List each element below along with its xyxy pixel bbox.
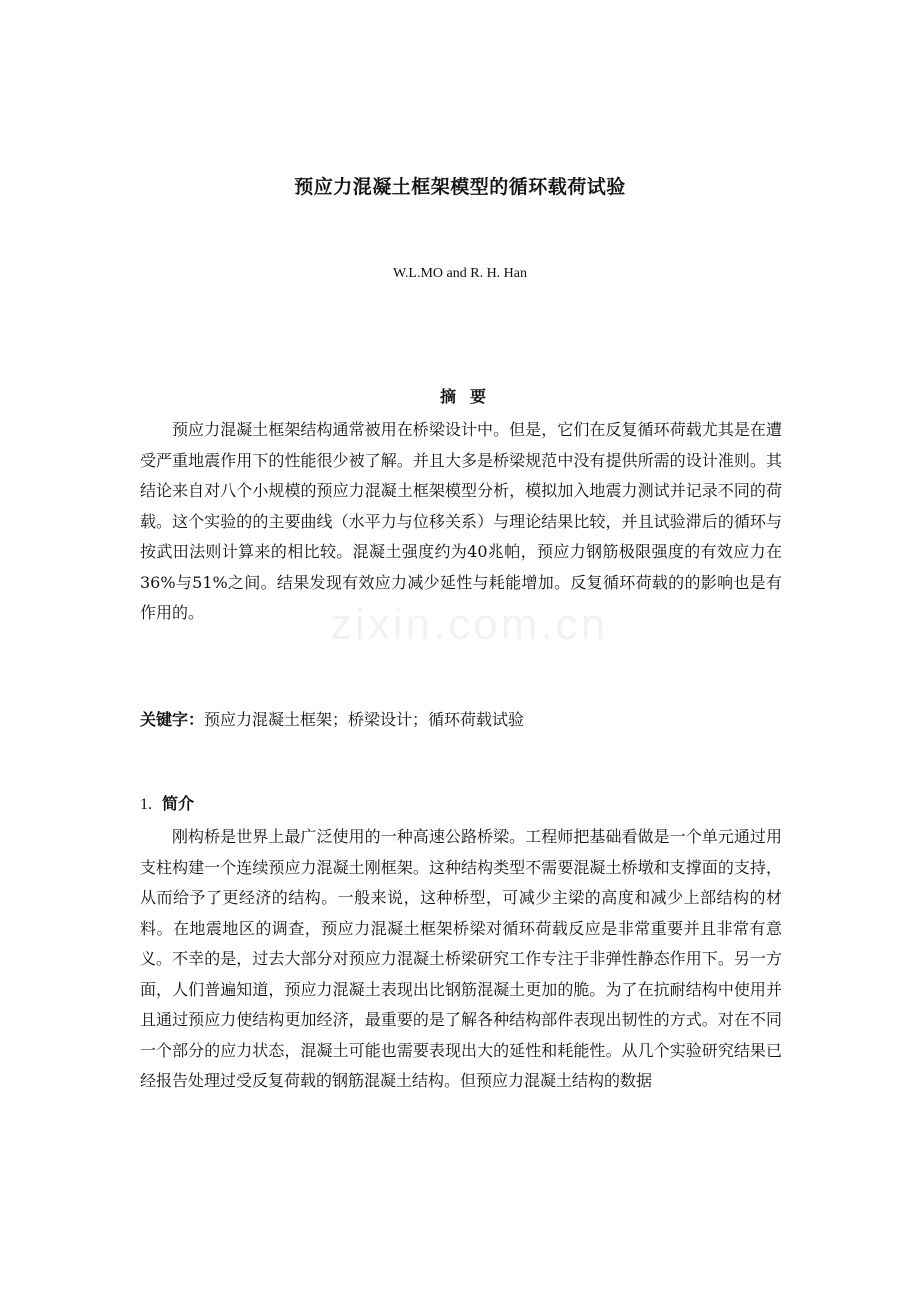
abstract-paragraph: 预应力混凝土框架结构通常被用在桥梁设计中。但是，它们在反复循环荷载尤其是在遭受严重地震作用下的性能很少被了解。并且大多是桥梁规范中没有提供所需的设计准则。其结论来自对八个小规模的预应力混凝土框架模型分析，模拟加入地震力测试并记录不同的荷载。这个实验的的主要曲线（水平力与位移关系）与理论结果比较，并且试验滞后的循环与按武田法则计算来的相比较。混凝土强度约为40兆帕，预应力钢筋极限强度的有效应力在36%与51%之间。结果发现有效应力减少延性与耗能增加。反复循环荷载的的影响也是有作用的。: [140, 420, 782, 622]
keywords-text: 预应力混凝土框架；桥梁设计；循环荷载试验: [204, 710, 525, 729]
intro-paragraph: 刚构桥是世界上最广泛使用的一种高速公路桥梁。工程师把基础看做是一个单元通过用支柱构建一个连续预应力混凝土刚框架。这种结构类型不需要混凝土桥墩和支撑面的支持，从而给予了更经济的结构。一般来说，这种桥型，可减少主梁的高度和减少上部结构的材料。在地震地区的调查，预应力混凝土框架桥梁对循环荷载反应是非常重要并且非常有意义。不幸的是，过去大部分对预应力混凝土桥梁研究工作专注于非弹性静态作用下。另一方面，人们普遍知道，预应力混凝土表现出比钢筋混凝土更加的脆。为了在抗耐结构中使用并且通过预应力使结构更加经济，最重要的是了解各种结构部件表现出韧性的方式。对在不同一个部分的应力状态，混凝土可能也需要表现出大的延性和耗能性。从几个实验研究结果已经报告处理过受反复荷载的钢筋混凝土结构。但预应力混凝土结构的数据: [140, 827, 782, 1090]
paper-title: 预应力混凝土框架模型的循环载荷试验: [294, 176, 626, 198]
section-number: 1.: [140, 796, 152, 813]
keywords-line: [140, 708, 782, 732]
paper-authors: W.L.MO and R. H. Han: [392, 266, 528, 281]
section-heading-intro: [140, 792, 194, 817]
keywords-label: 关键字：: [140, 710, 205, 729]
abstract-heading: 摘要: [439, 387, 500, 406]
section-title: 简介: [162, 794, 195, 813]
watermark: zixin.com.cn: [330, 600, 609, 649]
